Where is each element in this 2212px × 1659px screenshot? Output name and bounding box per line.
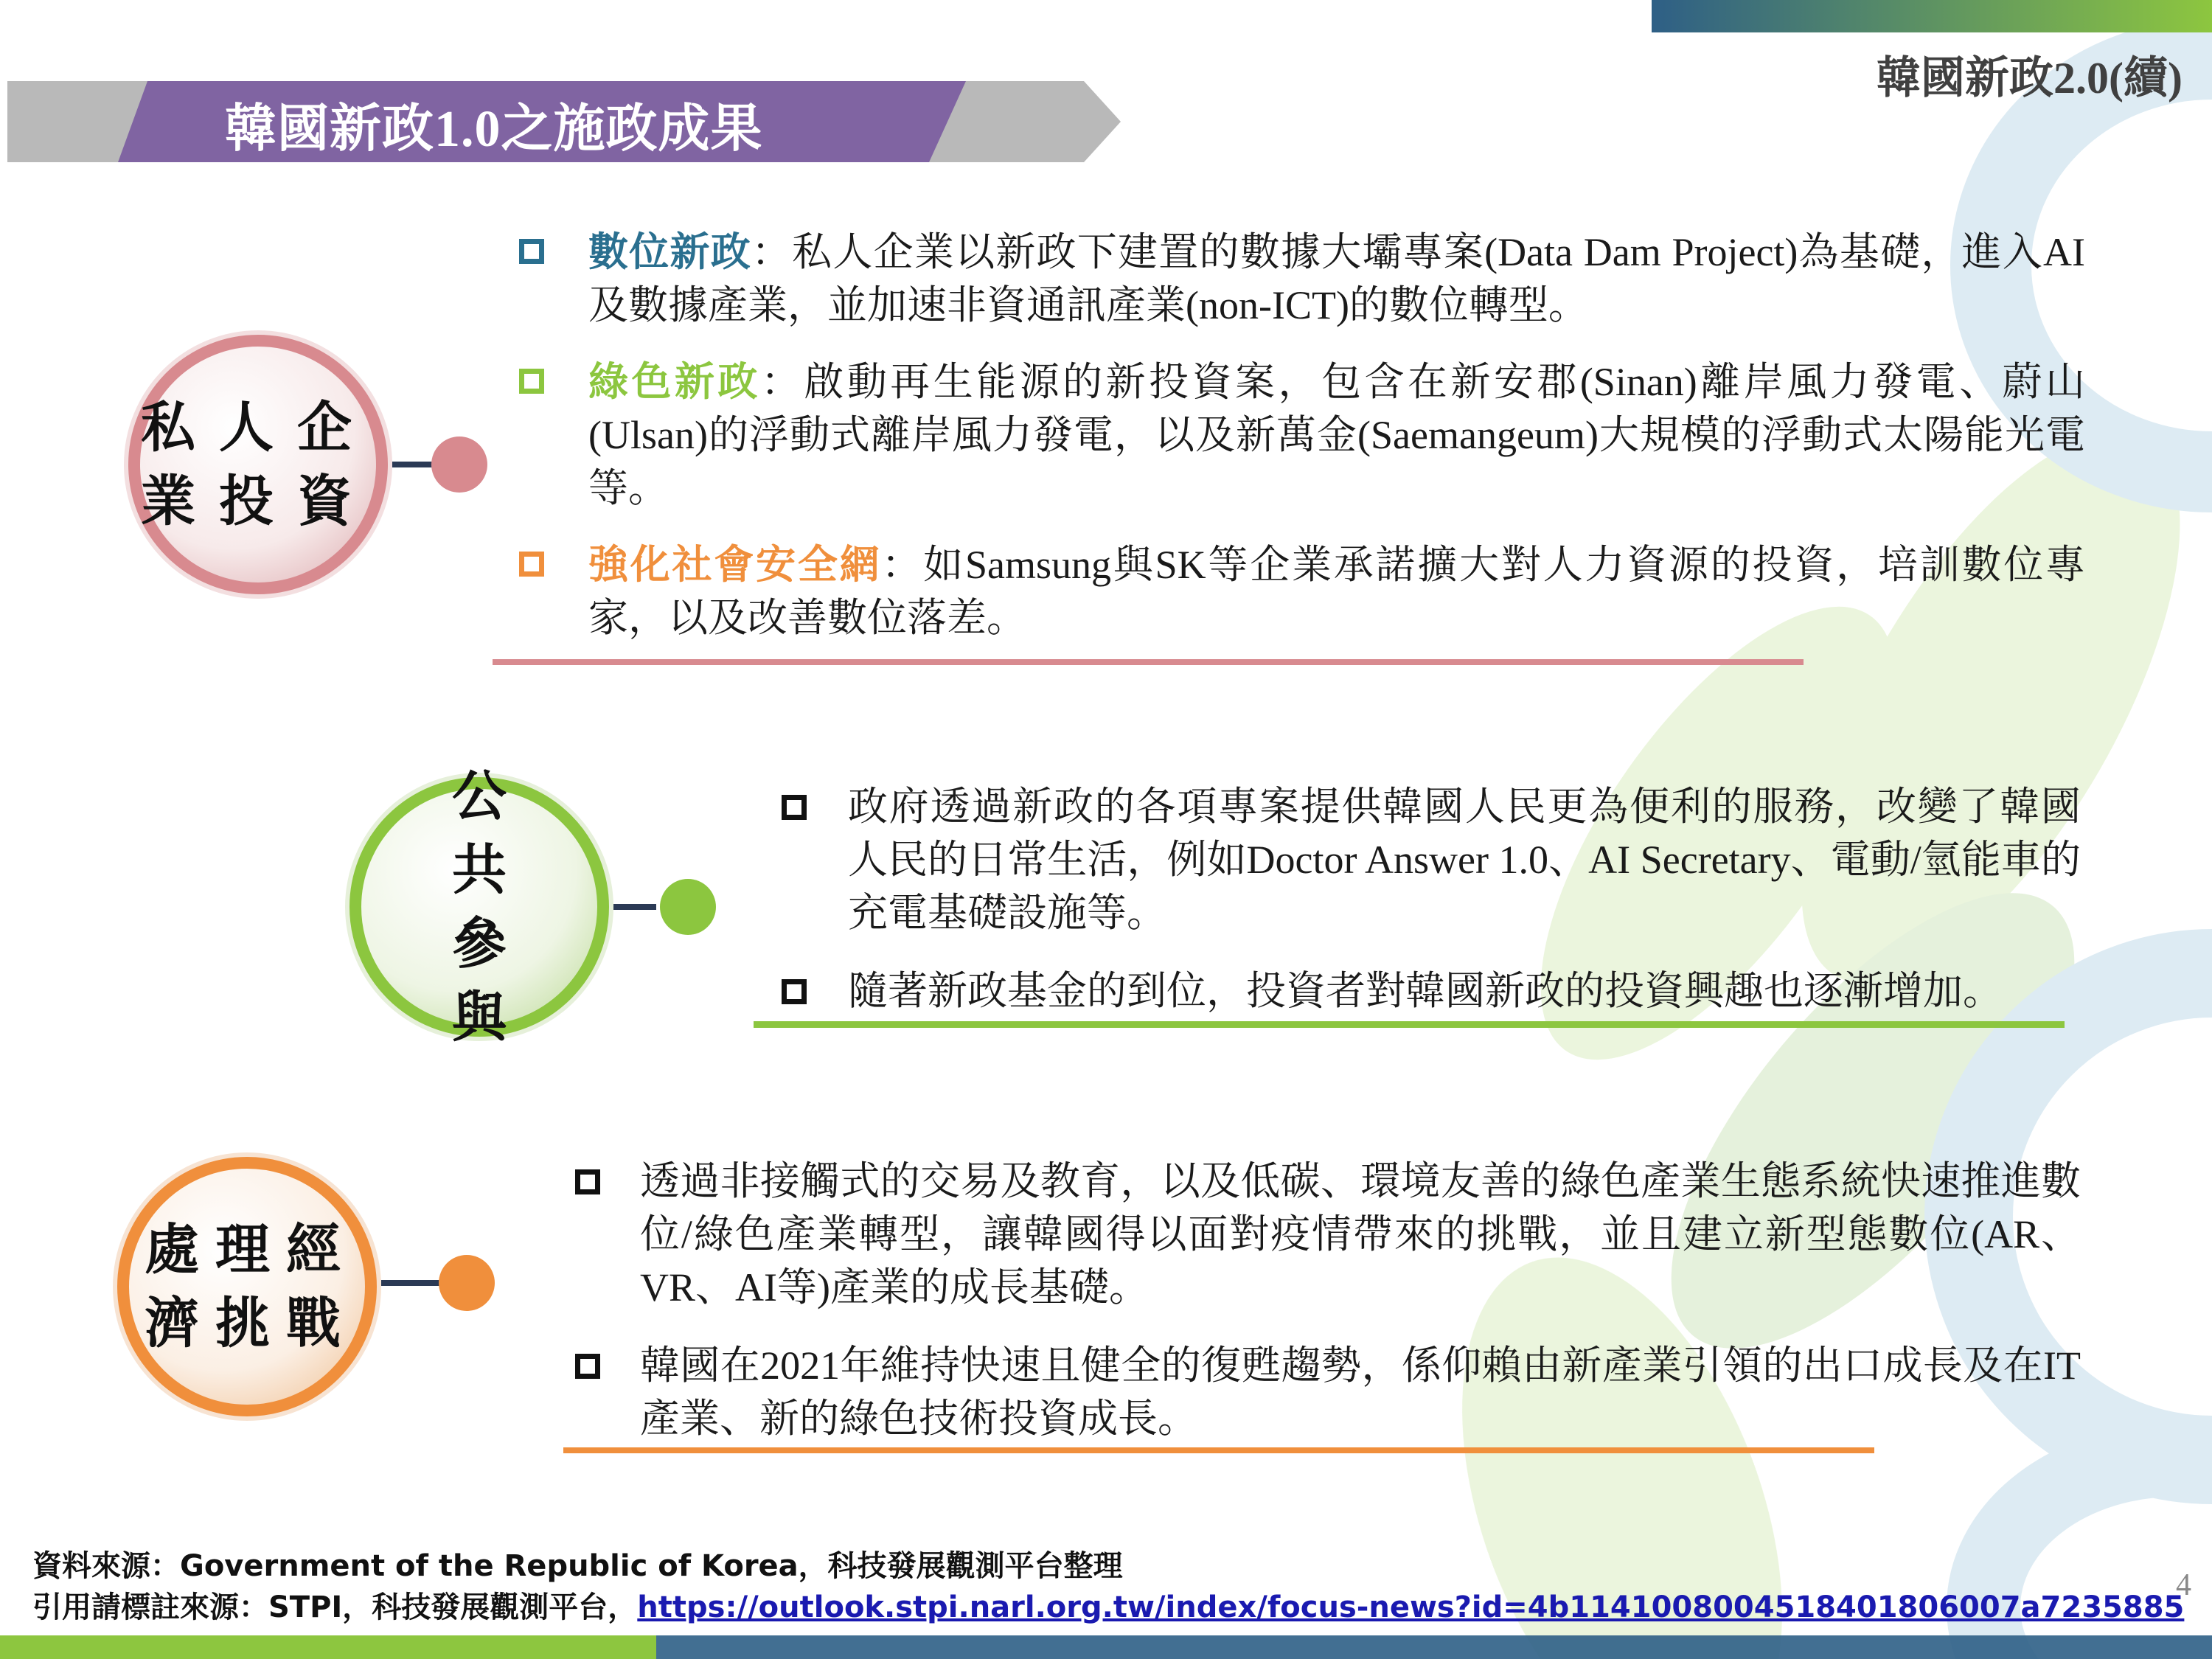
bullet-square-icon bbox=[575, 1354, 600, 1379]
private-divider bbox=[493, 659, 1804, 665]
top-accent-bar bbox=[1652, 0, 2212, 32]
bullet-square-icon bbox=[519, 552, 544, 577]
slide-subtitle: 韓國新政2.0(續) bbox=[1877, 54, 2183, 102]
bullet-square-icon bbox=[519, 239, 544, 264]
bottom-accent-bar-blue bbox=[656, 1635, 2212, 1659]
economy-label-line1: 處理經 bbox=[145, 1218, 357, 1281]
bullet-square-icon bbox=[519, 369, 544, 394]
item-text: 隨著新政基金的到位，投資者對韓國新政的投資興趣也逐漸增加。 bbox=[848, 969, 2003, 1013]
economy-label-line2: 濟挑戰 bbox=[145, 1292, 357, 1355]
source-note: 資料來源：Government of the Republic of Korea，科技發展觀測平台整理 bbox=[32, 1549, 1123, 1583]
slide-title: 韓國新政1.0之施政成果 bbox=[225, 101, 763, 158]
keyword-green-new-deal: 綠色新政 bbox=[588, 358, 761, 405]
economy-circle-label bbox=[118, 1198, 383, 1375]
citation-note bbox=[32, 1584, 2184, 1626]
private-label-line2: 業投資 bbox=[141, 470, 375, 533]
private-item-3 bbox=[516, 538, 2085, 644]
bullet-square-icon bbox=[782, 795, 807, 820]
item-text: 透過非接觸式的交易及教育，以及低碳、環境友善的綠色產業生態系統快速推進數位/綠色產業轉型，讓韓國得以面對疫情帶來的挑戰，並且建立新型態數位(AR、VR、AI等)產業的成長基礎。 bbox=[640, 1159, 2081, 1310]
keyword-digital-new-deal: 數位新政 bbox=[588, 229, 751, 275]
private-item-1 bbox=[516, 226, 2085, 332]
item-text: ：如Samsung與SK等企業承諾擴大對人力資源的投資，培訓數位專家，以及改善數位落差。 bbox=[588, 543, 2086, 640]
public-item-1 bbox=[779, 780, 2081, 939]
private-label-line1: 私人企 bbox=[141, 396, 375, 459]
page-number: 4 bbox=[2176, 1568, 2191, 1602]
economy-divider bbox=[563, 1447, 1874, 1453]
item-text: 政府透過新政的各項專案提供韓國人民更為便利的服務，改變了韓國人民的日常生活，例如Doctor Answer 1.0、AI Secretary、電動/氫能車的充電基礎設施等。 bbox=[848, 785, 2081, 935]
economy-item-1 bbox=[572, 1155, 2081, 1314]
keyword-social-safety-net: 強化社會安全網 bbox=[588, 541, 882, 588]
item-text: 韓國在2021年維持快速且健全的復甦趨勢，係仰賴由新產業引領的出口成長及在IT產業、新的綠色技術投資成長。 bbox=[640, 1343, 2081, 1441]
public-divider bbox=[754, 1021, 2065, 1028]
citation-prefix: 引用請標註來源：STPI，科技發展觀測平台， bbox=[32, 1590, 638, 1624]
bottom-accent-bar-green bbox=[0, 1635, 656, 1659]
citation-link[interactable]: https://outlook.stpi.narl.org.tw/index/focus-news?id=4b1141008004518401806007a7235885 bbox=[637, 1590, 2185, 1624]
bullet-square-icon bbox=[782, 979, 807, 1004]
item-text: ：啟動再生能源的新投資案，包含在新安郡(Sinan)離岸風力發電、蔚山(Ulsan)的浮動式離岸風力發電，以及新萬金(Saemangeum)大規模的浮動式太陽能光電等。 bbox=[588, 360, 2086, 510]
economy-item-2 bbox=[572, 1339, 2081, 1445]
public-circle-label bbox=[376, 765, 582, 1049]
public-label-line1: 公共 bbox=[452, 765, 543, 902]
item-text: ：私人企業以新政下建置的數據大壩專案(Data Dam Project)為基礎，進入AI及數據產業，並加速非資通訊產業(non-ICT)的數位轉型。 bbox=[588, 230, 2085, 327]
public-item-2 bbox=[779, 964, 2121, 1018]
public-label-line2: 參與 bbox=[452, 912, 543, 1049]
private-circle-label bbox=[125, 376, 391, 553]
bullet-square-icon bbox=[575, 1169, 600, 1194]
private-item-2 bbox=[516, 355, 2085, 515]
